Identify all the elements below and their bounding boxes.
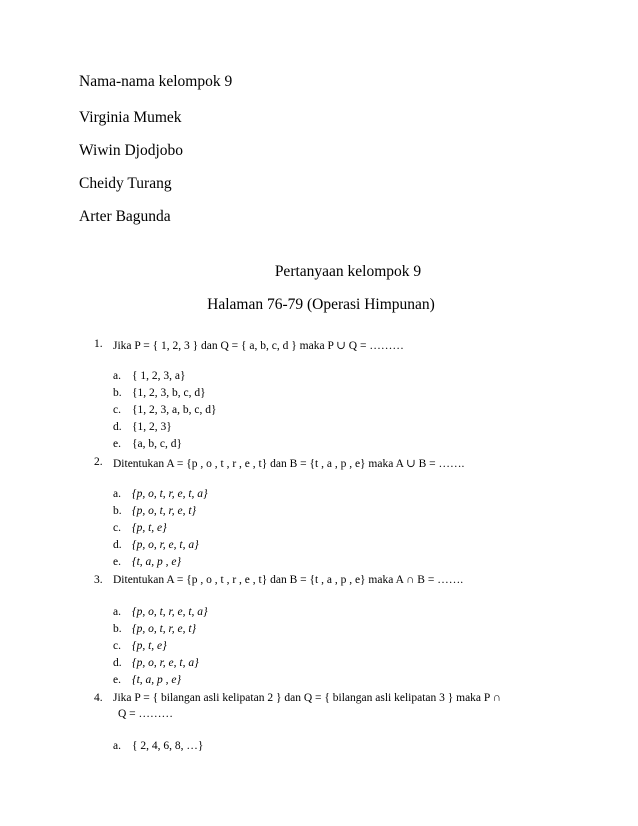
option-letter: b. [113,623,122,635]
question-text: Ditentukan A = {p , o , t , r , e , t} dan B = {t , a , p , e} maka A ∩ B = ……. [113,574,464,586]
question-text: Jika P = { bilangan asli kelipatan 2 } dan Q = { bilangan asli kelipatan 3 } maka P ∩ [113,692,502,704]
option-text: {1, 2, 3, b, c, d} [132,387,206,399]
question-number: 4. [94,692,103,704]
option-letter: b. [113,505,122,517]
option-text: {p, t, e} [132,522,167,534]
option-letter: b. [113,387,122,399]
option-text: { 1, 2, 3, a} [132,370,186,382]
option-text: {t, a, p , e} [132,674,182,686]
question-number: 3. [94,574,103,586]
option-text: {p, o, r, e, t, a} [132,539,199,551]
question-text: Ditentukan A = {p , o , t , r , e , t} dan B = {t , a , p , e} maka A ∪ B = ……. [113,458,465,470]
question-text: Jika P = { 1, 2, 3 } dan Q = { a, b, c, d } maka P ∪ Q = ……… [113,340,404,352]
option-letter: d. [113,421,122,433]
option-letter: e. [113,556,121,568]
option-text: {p, o, t, r, e, t, a} [132,488,208,500]
option-text: {p, o, t, r, e, t, a} [132,606,208,618]
option-letter: c. [113,404,121,416]
option-text: {1, 2, 3, a, b, c, d} [132,404,217,416]
option-text: {p, o, t, r, e, t} [132,505,197,517]
option-letter: a. [113,370,121,382]
option-text: {a, b, c, d} [132,438,182,450]
group-title: Nama-nama kelompok 9 [79,73,233,90]
question-number: 2. [94,456,103,468]
option-text: {t, a, p , e} [132,556,182,568]
question-text-continuation: Q = ……… [118,708,174,720]
option-letter: a. [113,740,121,752]
option-text: { 2, 4, 6, 8, …} [132,740,204,752]
question-number: 1. [94,338,103,350]
section-subtitle: Halaman 76-79 (Operasi Himpunan) [207,296,435,313]
option-letter: d. [113,539,122,551]
member-name: Wiwin Djodjobo [79,142,183,159]
option-text: {p, o, r, e, t, a} [132,657,199,669]
option-text: {p, o, t, r, e, t} [132,623,197,635]
option-letter: c. [113,522,121,534]
member-name: Virginia Mumek [79,109,182,126]
member-name: Cheidy Turang [79,175,172,192]
option-letter: a. [113,606,121,618]
option-text: {1, 2, 3} [132,421,172,433]
option-letter: e. [113,674,121,686]
option-letter: a. [113,488,121,500]
option-letter: d. [113,657,122,669]
option-letter: c. [113,640,121,652]
option-text: {p, t, e} [132,640,167,652]
option-letter: e. [113,438,121,450]
section-title: Pertanyaan kelompok 9 [274,263,422,280]
member-name: Arter Bagunda [79,208,171,225]
